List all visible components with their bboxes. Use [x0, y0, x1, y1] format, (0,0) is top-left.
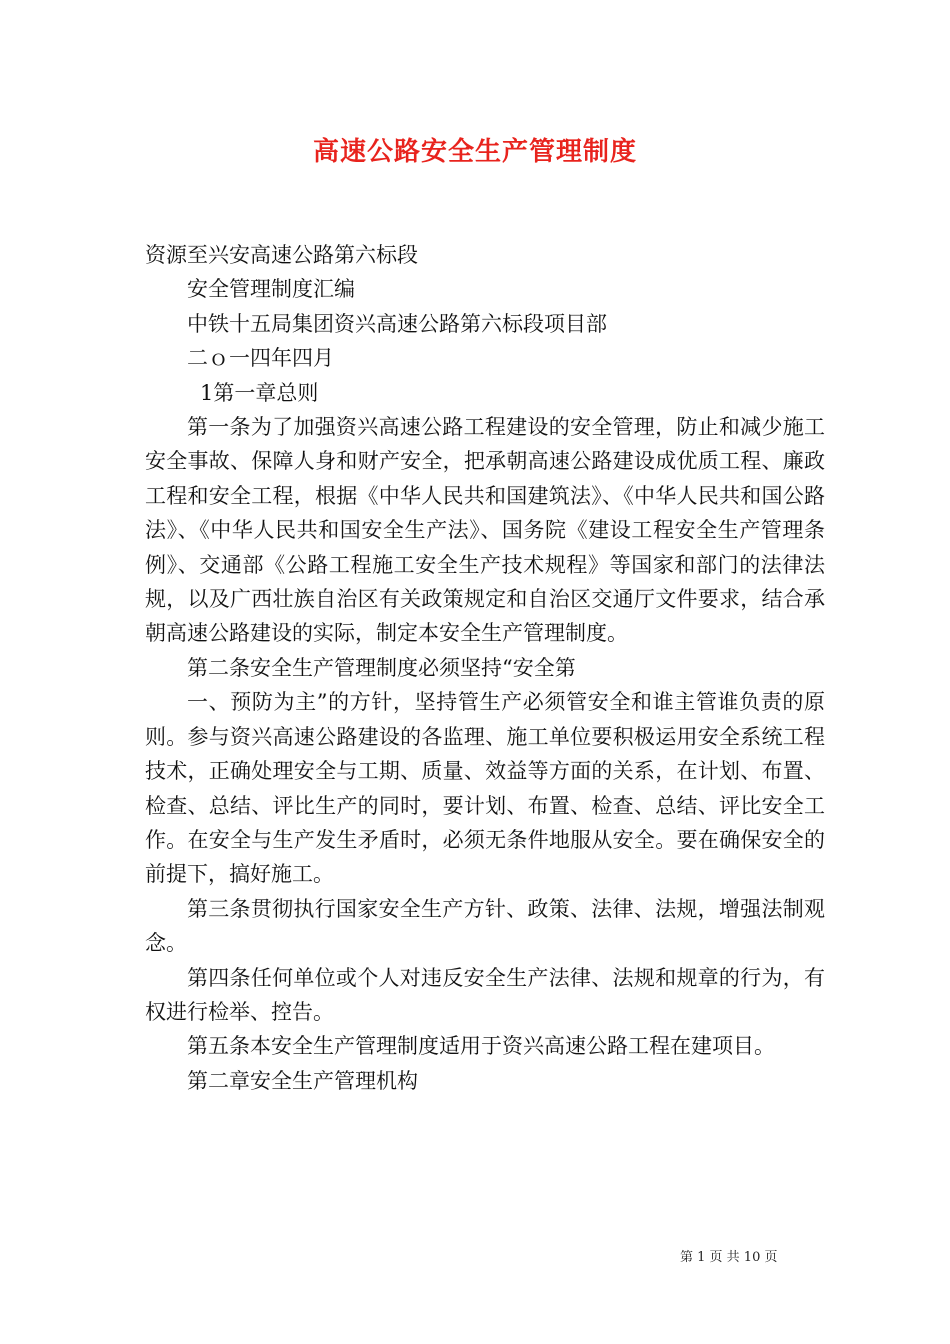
paragraph-article-2-cont: 一、预防为主”的方针，坚持管生产必须管安全和谁主管谁负责的原则。参与资兴高速公路建设的各监理、施工单位要积极运用安全系统工程技术，正确处理安全与工期、质量、效益等方面的关系，在计划、布置、检查、总结、评比生产的同时，要计划、布置、检查、总结、评比安全工作。在安全与生产发生矛盾时，必须无条件地服从安全。要在确保安全的前提下，搞好施工。 — [145, 690, 825, 887]
paragraph-article-5: 第五条本安全生产管理制度适用于资兴高速公路工程在建项目。 — [187, 1034, 775, 1059]
header-line-department: 中铁十五局集团资兴高速公路第六标段项目部 — [187, 311, 607, 336]
document-title: 高速公路安全生产管理制度 — [312, 137, 637, 167]
paragraph-article-1: 第一条为了加强资兴高速公路工程建设的安全管理，防止和减少施工安全事故、保障人身和财产安全，把承朝高速公路建设成优质工程、廉政工程和安全工程，根据《中华人民共和国建筑法》、《中华人民共和国公路法》、《中华人民共和国安全生产法》、国务院《建设工程安全生产管理条例》、交通部《公路工程施工安全生产技术规程》等国家和部门的法律法规，以及广西壮族自治区有关政策规定和自治区交通厅文件要求，结合承朝高速公路建设的实际，制定本安全生产管理制度。 — [145, 415, 825, 646]
paragraph-article-2-start: 第二条安全生产管理制度必须坚持“安全第 — [187, 655, 576, 680]
paragraph-article-3: 第三条贯彻执行国家安全生产方针、政策、法律、法规，增强法制观念。 — [145, 896, 825, 956]
chapter-heading-organization: 第二章安全生产管理机构 — [187, 1068, 418, 1093]
header-line-compilation: 安全管理制度汇编 — [187, 277, 355, 302]
header-line-section: 资源至兴安高速公路第六标段 — [145, 243, 418, 267]
chapter-heading-general: 1第一章总则 — [200, 380, 319, 405]
header-line-date: 二ｏ一四年四月 — [187, 346, 334, 371]
paragraph-article-4: 第四条任何单位或个人对违反安全生产法律、法规和规章的行为，有权进行检举、控告。 — [145, 965, 825, 1024]
page-footer: 第 1 页 共 10 页 — [680, 1250, 778, 1265]
document-body — [145, 238, 825, 1098]
